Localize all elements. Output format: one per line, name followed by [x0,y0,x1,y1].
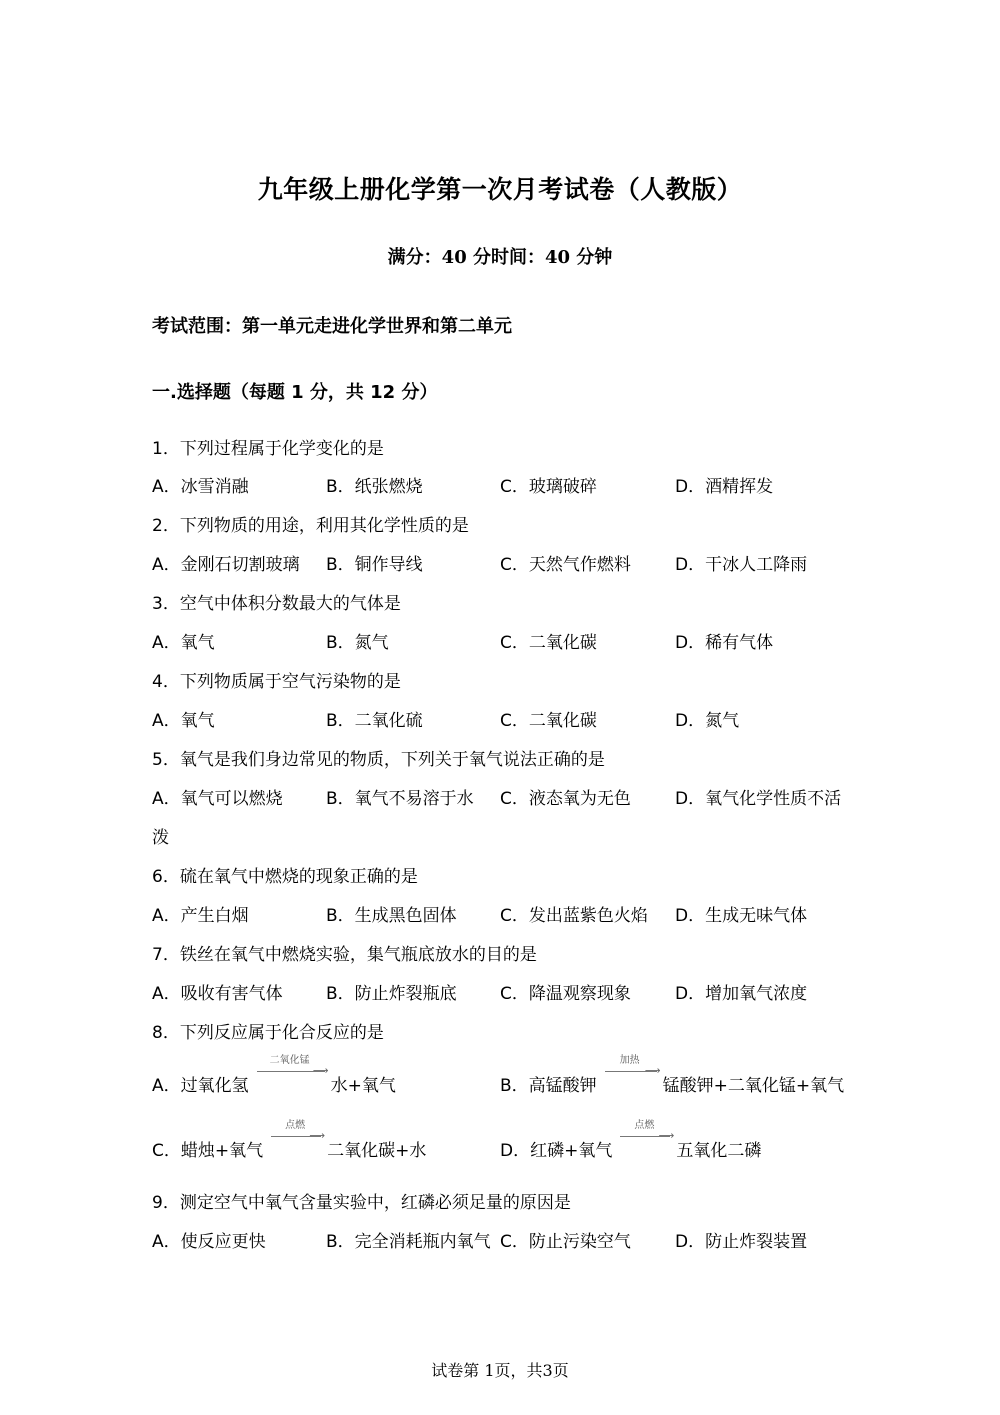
question-6-stem: 6．硫在氧气中燃烧的现象正确的是 [152,867,418,887]
reaction-condition: 点燃 [634,1120,655,1131]
option-a: A．氧气 [152,633,215,653]
option-d-reaction [500,1120,762,1161]
option-b: B．防止炸裂瓶底 [326,984,457,1004]
question-9-options [152,1227,852,1251]
option-c: C．发出蓝紫色火焰 [500,906,648,926]
option-a: A．吸收有害气体 [152,984,283,1004]
question-9-stem: 9．测定空气中氧气含量实验中，红磷必须足量的原因是 [152,1193,571,1213]
option-d: D．干冰人工降雨 [675,555,808,575]
arrow-head-icon: ⟶ [658,1129,675,1142]
option-a: A．氧气可以燃烧 [152,789,283,809]
reaction-arrow [265,1120,326,1156]
section-heading: 一.选择题（每题 1 分，共 12 分） [152,382,438,403]
product: 二氧化碳+水 [327,1141,427,1161]
option-d-continuation: 泼 [152,828,169,848]
question-1-stem: 1．下列过程属于化学变化的是 [152,439,384,459]
question-1-options [152,472,852,496]
option-c: C．降温观察现象 [500,984,631,1004]
option-d: D．生成无味气体 [675,906,808,926]
option-a: A．冰雪消融 [152,477,249,497]
question-6-options [152,901,852,925]
option-a: A．产生白烟 [152,906,249,926]
option-b: B．二氧化硫 [326,711,423,731]
option-d: D．氧气化学性质不活 [675,789,842,809]
option-d: D．防止炸裂装置 [675,1232,808,1252]
option-a: A．氧气 [152,711,215,731]
option-c: C．防止污染空气 [500,1232,631,1252]
option-a: A．使反应更快 [152,1232,266,1252]
option-b-reaction [500,1055,845,1096]
product: 水+氧气 [330,1076,396,1096]
option-a: A．金刚石切割玻璃 [152,555,300,575]
exam-meta: 满分：40 分时间：40 分钟 [387,247,613,268]
option-c: C．液态氧为无色 [500,789,631,809]
question-4-stem: 4．下列物质属于空气污染物的是 [152,672,401,692]
option-b: B．生成黑色固体 [326,906,457,926]
reaction-condition: 加热 [619,1055,640,1066]
question-7-options [152,979,852,1003]
question-5-stem: 5．氧气是我们身边常见的物质，下列关于氧气说法正确的是 [152,750,605,770]
option-b: B．氧气不易溶于水 [326,789,474,809]
question-2-options [152,550,852,574]
question-3-options [152,628,852,652]
reaction-arrow [251,1055,329,1091]
page-footer: 试卷第 1页，共3页 [431,1361,569,1380]
product: 五氧化二磷 [676,1141,762,1161]
reactant: B．高锰酸钾 [500,1076,597,1096]
reactant: C．蜡烛+氧气 [152,1141,264,1161]
option-b: B．完全消耗瓶内氧气 [326,1232,491,1252]
option-c: C．玻璃破碎 [500,477,597,497]
question-8-stem: 8．下列反应属于化合反应的是 [152,1023,384,1043]
reaction-condition: 二氧化锰 [269,1055,310,1066]
exam-scope: 考试范围：第一单元走进化学世界和第二单元 [152,316,512,337]
option-c: C．二氧化碳 [500,633,597,653]
option-d: D．稀有气体 [675,633,774,653]
option-b: B．纸张燃烧 [326,477,423,497]
question-3-stem: 3．空气中体积分数最大的气体是 [152,594,401,614]
question-7-stem: 7．铁丝在氧气中燃烧实验，集气瓶底放水的目的是 [152,945,537,965]
reactant: D．红磷+氧气 [500,1141,613,1161]
option-b: B．氮气 [326,633,389,653]
option-c: C．天然气作燃料 [500,555,631,575]
question-4-options [152,706,852,730]
arrow-head-icon: ⟶ [312,1064,329,1077]
reaction-condition: 点燃 [285,1120,306,1131]
reaction-arrow [599,1055,661,1091]
option-a-reaction [152,1055,396,1096]
option-b: B．铜作导线 [326,555,423,575]
page-title: 九年级上册化学第一次月考试卷（人教版） [257,175,743,204]
question-2-stem: 2．下列物质的用途，利用其化学性质的是 [152,516,469,536]
option-c: C．二氧化碳 [500,711,597,731]
reaction-arrow [614,1120,675,1156]
option-c-reaction [152,1120,427,1161]
arrow-head-icon: ⟶ [309,1129,326,1142]
option-d: D．酒精挥发 [675,477,774,497]
product: 锰酸钾+二氧化锰+氧气 [662,1076,845,1096]
reactant: A．过氧化氢 [152,1076,249,1096]
option-d: D．增加氧气浓度 [675,984,808,1004]
arrow-head-icon: ⟶ [644,1064,661,1077]
option-d: D．氮气 [675,711,740,731]
question-5-options [152,784,852,808]
